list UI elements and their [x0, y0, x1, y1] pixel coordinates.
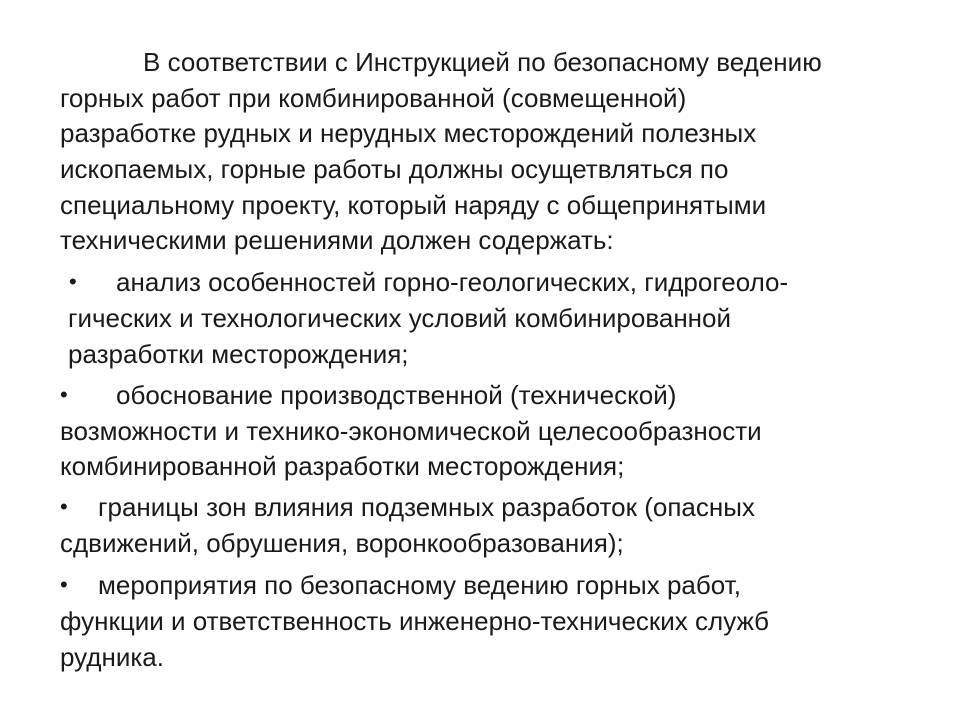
- intro-line: ископаемых, горные работы должны осущетвляться по: [60, 154, 729, 184]
- list-item-line: границы зон влияния подземных разработок (опасных: [98, 492, 755, 522]
- list-item-line: мероприятия по безопасному ведению горных работ,: [98, 570, 741, 600]
- list-item-line: сдвижений, обрушения, воронкообразования);: [60, 528, 624, 558]
- intro-line: В соответствии с Инструкцией по безопасному ведению: [143, 47, 822, 77]
- list-item-line: гических и технологических условий комбинированной: [68, 303, 732, 333]
- intro-line: специальному проекту, который наряду с общепринятыми: [60, 190, 767, 220]
- bullet-icon: •: [60, 572, 68, 597]
- list-item-line: рудника.: [60, 642, 164, 672]
- list-item-line: комбинированной разработки месторождения;: [60, 451, 625, 481]
- list-item-line: возможности и технико-экономической целесообразности: [60, 416, 762, 446]
- bullet-icon: •: [60, 494, 68, 519]
- list-item-line: разработки месторождения;: [68, 339, 409, 369]
- bullet-icon: •: [69, 269, 77, 294]
- list-item-line: функции и ответственность инженерно-технических служб: [60, 606, 770, 636]
- intro-line: горных работ при комбинированной (совмещенной): [60, 83, 687, 113]
- list-item-line: обоснование производственной (технической): [116, 380, 677, 410]
- intro-line: разработке рудных и нерудных месторождений полезных: [60, 118, 757, 148]
- bullet-icon: •: [60, 382, 68, 407]
- intro-line: техническими решениями должен содержать:: [60, 225, 614, 255]
- list-item-line: анализ особенностей горно-геологических, гидрогеоло-: [116, 267, 789, 297]
